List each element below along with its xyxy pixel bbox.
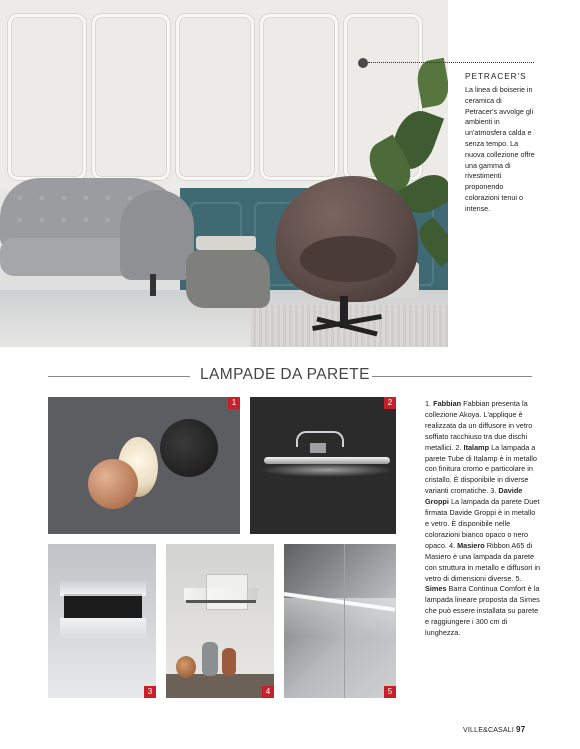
wall-corner bbox=[344, 544, 345, 698]
entry-4: 4. Masiero Ribbon A65 di Masiero è una lampada da parete con struttura in metallo e diffusori in vetro di dimensioni diverse. bbox=[425, 540, 541, 583]
light-wash bbox=[284, 598, 396, 638]
armchair-seat bbox=[300, 236, 396, 282]
copper-disc bbox=[88, 459, 138, 509]
black-wall-lamp bbox=[64, 594, 142, 618]
heading-rule-left bbox=[48, 376, 190, 377]
wall-panel bbox=[260, 14, 338, 180]
photo-number-badge: 4 bbox=[262, 686, 274, 698]
shelf bbox=[166, 674, 274, 698]
entry-2: 2. Italamp La lampada a parete Tube di Italamp è in metallo con finitura cromo e particolare in cristallo. È disponibile in diverse varianti cromatiche. bbox=[425, 442, 537, 496]
entry-3: 3. Davide Groppi La lampada da parete Duet firmata Davide Groppi è in metallo e vetro. È disponibile nelle colorazioni bianco opaco o nero opaco. bbox=[425, 486, 540, 550]
magazine-name: VILLE&CASALI bbox=[463, 727, 515, 734]
photo-number-badge: 1 bbox=[228, 397, 240, 409]
brand-name: Davide Groppi bbox=[425, 486, 523, 507]
stone-table bbox=[186, 250, 270, 308]
photo-number-badge: 3 bbox=[144, 686, 156, 698]
light-glow bbox=[260, 463, 394, 477]
uplight bbox=[60, 580, 146, 596]
section-title: LAMPADE DA PARETE bbox=[200, 366, 370, 383]
product-photo-masiero bbox=[166, 544, 274, 698]
brand-name: Masiero bbox=[457, 540, 485, 550]
brand-name: Simes bbox=[425, 584, 447, 594]
callout-line bbox=[368, 62, 534, 63]
sofa-leg bbox=[150, 274, 156, 296]
book bbox=[196, 236, 256, 250]
downlight bbox=[60, 618, 146, 640]
metal-structure bbox=[186, 600, 256, 603]
page-footer bbox=[463, 725, 525, 734]
page-number: 97 bbox=[516, 725, 526, 734]
product-descriptions bbox=[425, 399, 541, 639]
grey-vase bbox=[202, 642, 218, 676]
wall-panel bbox=[92, 14, 170, 180]
product-photo-simes bbox=[284, 544, 396, 698]
wall-mount bbox=[310, 443, 326, 453]
caption-body: La linea di boiserie in ceramica di Petracer's avvolge gli ambienti in un'atmosfera calda e senza tempo. La nuova collezione offre una gamma di rivestimenti proponendo colorazioni tenui o intense. bbox=[465, 85, 535, 213]
callout-dot bbox=[358, 58, 368, 68]
photo-number-badge: 2 bbox=[384, 397, 396, 409]
entry-1: 1. Fabbian Fabbian presenta la collezione Akoya. L'applique è realizzata da un diffusore in vetro soffiato racchiuso tra due dischi metallici. bbox=[425, 399, 533, 452]
amber-vase bbox=[222, 648, 236, 676]
photo-number-badge: 5 bbox=[384, 686, 396, 698]
glass-ribbon-large bbox=[206, 574, 248, 610]
sofa-arm bbox=[120, 190, 194, 280]
product-photo-fabbian bbox=[48, 397, 240, 534]
copper-vase bbox=[176, 656, 196, 678]
brand-name: Italamp bbox=[463, 442, 490, 452]
heading-rule-right bbox=[372, 376, 532, 377]
brand-name: Fabbian bbox=[433, 399, 462, 408]
black-disc bbox=[160, 419, 218, 477]
wall-panel bbox=[8, 14, 86, 180]
product-photo-davide-groppi bbox=[48, 544, 156, 698]
product-photo-italamp bbox=[250, 397, 396, 534]
entry-5: 5. Simes Barra Continua Comfort è la lampada lineare proposta da Simes che può essere installata su parete e raggiungere i 300 cm di lunghezza. bbox=[425, 573, 540, 638]
wall-panel bbox=[176, 14, 254, 180]
caption-title: PETRACER'S bbox=[465, 72, 527, 81]
hero-photo bbox=[0, 0, 448, 347]
